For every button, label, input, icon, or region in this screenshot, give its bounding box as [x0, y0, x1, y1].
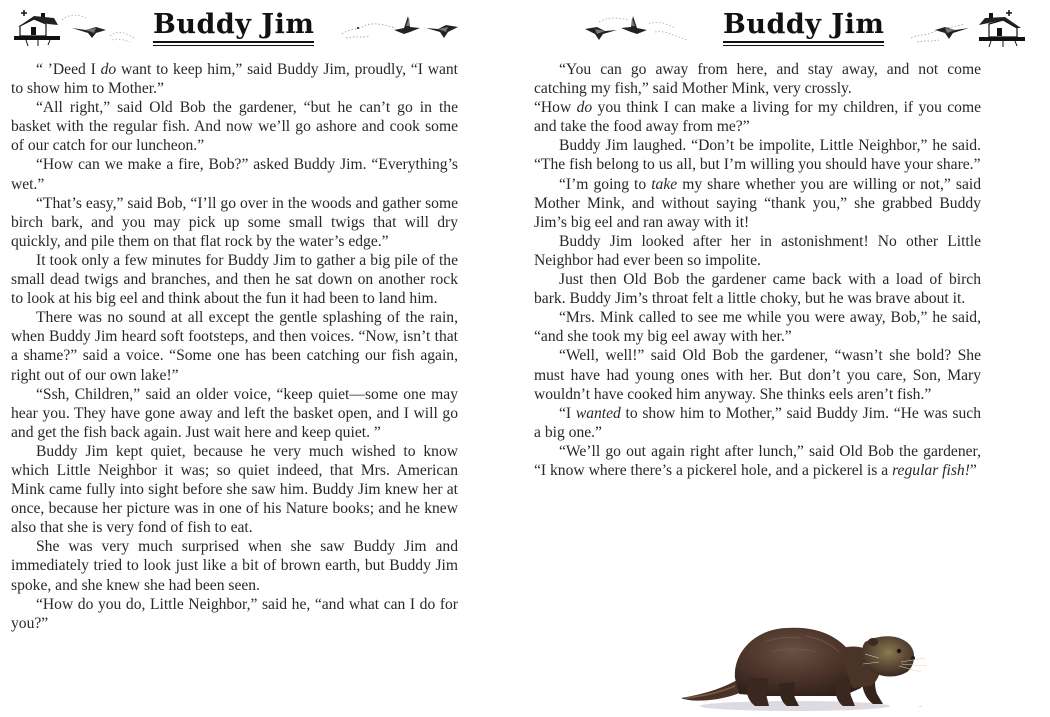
paragraph: It took only a few minutes for Buddy Jim to gather a big pile of the small dead twigs and branches, and then he sat down on another rock to look at his big eel and think about the fun it had been to land him. [11, 251, 458, 308]
paragraph: “Ssh, Children,” said an older voice, “keep quiet—some one may hear you. They have gone away and left the basket open, and I will go and get the fish back again. Just wait here and keep quiet. ” [11, 385, 458, 441]
paragraph: “All right,” said Old Bob the gardener, “but he can’t go in the basket with the regular fish. And now we’ll go ashore and cook some of our catch for our luncheon.” [11, 99, 458, 155]
birdhouse-icon [14, 10, 62, 46]
emphasis: do [100, 61, 117, 78]
paragraph: “Mrs. Mink called to see me while you were away, Bob,” he said, “and she took my big eel away with her.” [534, 309, 981, 346]
paragraph: “You can go away from here, and stay away, and not come catching my fish,” said Mother Mink, very crossly. [534, 61, 981, 98]
emphasis: take [651, 175, 678, 193]
emphasis: do [576, 99, 593, 117]
running-title: Buddy Jim [723, 10, 884, 43]
running-title: Buddy Jim [153, 10, 314, 43]
paragraph: Buddy Jim looked after her in astonishment! No other Little Neighbor had ever been so impolite. [534, 232, 981, 269]
svg-text:~: ~ [919, 705, 922, 710]
paragraph: “How do you think I can make a living for my children, if you come and take the food away from me?” [534, 99, 981, 136]
paragraph: “That’s easy,” said Bob, “I’ll go over in the woods and gather some birch bark, and you may pick up some small twigs that will dry quickly, and pile them on that flat rock by the water’s edge.” [11, 194, 458, 250]
cloud-squiggle [595, 10, 695, 44]
mink-illustration [675, 618, 945, 713]
paragraph: “I wanted to show him to Mother,” said Buddy Jim. “He was such a big one.” [534, 404, 982, 441]
paragraph: “I’m going to take my share whether you are willing or not,” said Mother Mink, and without saying “thank you,” she grabbed Buddy Jim’s big eel and ran away with it! [534, 175, 981, 231]
emphasis: regular fish! [892, 461, 970, 479]
right-page [525, 0, 1050, 717]
flying-bird-icon [933, 24, 969, 42]
flying-bird-icon [392, 12, 422, 38]
paragraph: “ ’Deed I do want to keep him,” said Buddy Jim, proudly, “I want to show him to Mother.” [11, 61, 459, 98]
paragraph: Just then Old Bob the gardener came back with a load of birch bark. Buddy Jim’s throat felt a little choky, but he was brave about it. [534, 271, 981, 308]
paragraph: Buddy Jim kept quiet, because he very much wished to know which Little Neighbor it was; so quiet indeed, that Mrs. American Mink came fully into sight before she saw him. Buddy Jim knew her at once, because her picture was in one of his Nature books; and he knew also that she is very fond of fish to eat. [11, 442, 458, 537]
paragraph: There was no sound at all except the gentle splashing of the rain, when Buddy Jim heard soft footsteps, and then voices. “Now, isn’t that a shame?” said a voice. “Some one has been catching our fish again, right out of our own lake!” [11, 309, 458, 384]
paragraph: Buddy Jim laughed. “Don’t be impolite, Little Neighbor,” he said. “The fish belong to us all, but I’m willing you should have your share.” [534, 137, 981, 174]
birdhouse-icon [975, 10, 1025, 48]
emphasis: wanted [575, 404, 621, 422]
paragraph: “Well, well!” said Old Bob the gardener, “wasn’t she bold? She must have had young ones with her. But don’t you care, Son, Mary wouldn’t have cooked him anyway. She thinks eels aren’t fish.” [534, 347, 981, 403]
right-page-text [534, 60, 981, 480]
left-page-text [11, 60, 458, 633]
right-page-header [525, 6, 1050, 48]
paragraph: “We’ll go out again right after lunch,” said Old Bob the gardener, “I know where there’s a pickerel hole, and a pickerel is a regular fish!” [534, 442, 981, 479]
flying-bird-icon [426, 22, 460, 40]
cloud-squiggle [340, 16, 400, 42]
paragraph: “How can we make a fire, Bob?” asked Buddy Jim. “Everything’s wet.” [11, 156, 458, 193]
paragraph: “How do you do, Little Neighbor,” said he, “and what can I do for you?” [11, 595, 458, 632]
paragraph: She was very much surprised when she saw Buddy Jim and immediately tried to look just like a bit of brown earth, but Buddy Jim spoke, and she knew she had been seen. [11, 538, 458, 594]
left-page-header [0, 6, 525, 48]
cloud-squiggle [58, 10, 138, 44]
